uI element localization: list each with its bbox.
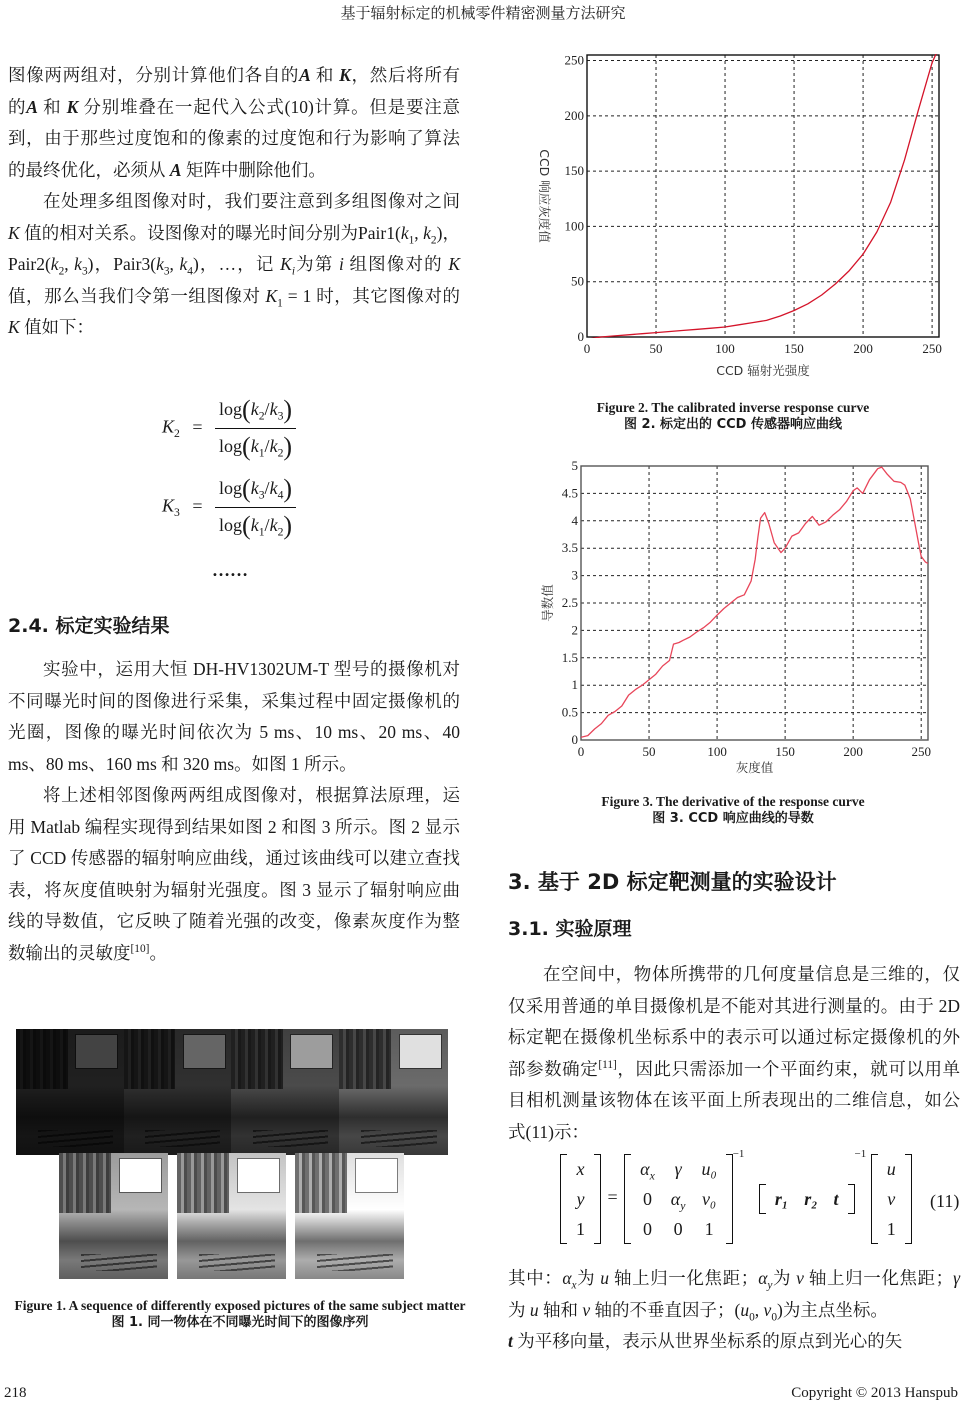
section-heading-3-1: 3.1. 实验原理	[508, 918, 632, 940]
vent	[199, 1254, 275, 1272]
y-tick-label: 0	[571, 732, 578, 747]
x-tick-label: 0	[577, 744, 585, 759]
page-number: 218	[4, 1385, 27, 1401]
exposure-photo	[339, 1029, 448, 1155]
y-tick-label: 50	[571, 273, 584, 289]
paragraph: 在空间中，物体所携带的几何度量信息是三维的，仅仅采用普通的单目摄像机是不能对其进行测量的。由于 2D 标定靶在摄像机坐标系中的表示可以通过标定摄像机的外部参数确定[11]，因此只需添加一个平面约束，就可以用单目相机测量该物体在该平面上所表现出的二维信息，如公式(11)示：	[508, 964, 961, 1142]
y-tick-label: 250	[564, 52, 584, 68]
y-tick-label: 4	[571, 512, 578, 528]
vent	[361, 1130, 437, 1148]
exposure-photo	[124, 1029, 231, 1155]
plot-frame	[587, 55, 939, 337]
copyright: Copyright © 2013 Hanspub	[791, 1385, 958, 1401]
equation-k3: $K_3$ = $\frac{\log(k_3/k_4)}{\log(k_1/k_2)}$	[162, 474, 296, 541]
paragraph: 图像两两组对，分别计算他们各自的A 和 K，然后将所有的A 和 K 分别堆叠在一起代入公式(10)计算。但是要注意到，由于那些过度饱和的像素的过度饱和行为影响了算法的最终优化，必须从 A 矩阵中删除他们。	[8, 65, 461, 180]
figure-3-caption	[500, 793, 966, 827]
right-column-text	[508, 959, 960, 1148]
figure-3-chart	[500, 450, 966, 785]
fraction: $\frac{\log(k_2/k_3)}{\log(k_1/k_2)}$	[215, 395, 296, 462]
x-tick-label: 250	[911, 744, 931, 759]
caption-en: Figure 3. The derivative of the response curve	[601, 794, 865, 809]
x-tick-label: 150	[784, 341, 804, 356]
x-tick-label: 0	[583, 341, 591, 356]
paragraph: 将上述相邻图像两两组成图像对，根据算法原理，运用 Matlab 编程实现得到结果如图 2 和图 3 所示。图 2 显示了 CCD 传感器的辐射响应曲线，通过该曲线可以建立查找表，将灰度值映射为辐射光强度。图 3 显示了辐射响应曲线的导数值，它反映了随着光强的改变，像素灰度作为整数输出的灵敏度[10]。	[8, 785, 460, 963]
bookshelf	[295, 1153, 347, 1213]
x-tick-label: 50	[642, 744, 656, 759]
series-line-derivative	[581, 467, 928, 737]
right-column-text-lower	[508, 1263, 960, 1358]
exposure-photo	[231, 1029, 339, 1155]
equation-number: (11)	[930, 1191, 960, 1211]
y-tick-label: 4.5	[561, 485, 578, 501]
paragraph: 其中：$\alpha_x$为 u 轴上归一化焦距；$\alpha_y$为 v 轴上归一化焦距；γ 为 u 轴和 v 轴的不垂直因子；($u_0$, $v_0$)为主点坐标。 t 为平移向量，表示从世界坐标系的原点到光心的矢	[508, 1268, 961, 1351]
section-heading-3: 3. 基于 2D 标定靶测量的实验设计	[508, 870, 837, 894]
vent	[81, 1254, 157, 1272]
caption-en: Figure 2. The calibrated inverse response curve	[596, 400, 870, 415]
fraction: $\frac{\log(k_3/k_4)}{\log(k_1/k_2)}$	[215, 474, 296, 541]
figure-2-chart	[500, 50, 966, 390]
y-tick-label: 2	[571, 622, 578, 638]
y-tick-label: 3.5	[561, 540, 578, 556]
y-tick-label: 0.5	[561, 704, 578, 720]
paragraph: 在处理多组图像对时，我们要注意到多组图像对之间 K 值的相对关系。设图像对的曝光时间分别为$Pair1(k_1$, $k_2$)，$Pair2(k_2$, $k_3$)，$Pair3(k_3$, $k_4$)，…，记 $K_i$为第 i 组图像对的 K 值，那么当我们令第一组图像对 $K_1 = 1$ 时，其它图像对的 K 值如下：	[8, 191, 461, 337]
y-tick-label: 1.5	[561, 649, 578, 665]
x-tick-label: 250	[922, 341, 942, 356]
bookshelf	[231, 1029, 283, 1089]
caption-en: Figure 1. A sequence of differently exposed pictures of the same subject matter	[14, 1298, 466, 1313]
exposure-photo	[16, 1029, 124, 1155]
exposure-photo	[177, 1153, 286, 1279]
y-axis-label: 导数值	[540, 584, 555, 622]
x-tick-label: 150	[775, 744, 795, 759]
bookshelf	[59, 1153, 111, 1213]
exposure-photo	[59, 1153, 168, 1279]
caption-zh: 图 1. 同一物体在不同曝光时间下的图像序列	[111, 1315, 369, 1330]
vent	[317, 1254, 393, 1272]
vent	[38, 1130, 114, 1148]
y-tick-label: 100	[564, 218, 584, 234]
window	[355, 1158, 398, 1193]
x-axis-label: CCD 辐射光强度	[716, 363, 810, 378]
x-tick-label: 200	[853, 341, 873, 356]
extrinsic-matrix: r₁ r₂ t	[759, 1184, 855, 1214]
x-tick-label: 50	[649, 341, 663, 356]
window	[75, 1034, 118, 1069]
y-axis-label: CCD 响应灰度值	[537, 149, 552, 243]
equation-k2: $K_2$ = $\frac{\log(k_2/k_3)}{\log(k_1/k_2)}$	[162, 395, 296, 462]
vector-xy1: x y 1	[560, 1154, 601, 1244]
y-tick-label: 3	[571, 567, 578, 583]
y-tick-label: 0	[577, 329, 584, 344]
y-tick-label: 5	[571, 458, 578, 473]
window	[290, 1034, 333, 1069]
intrinsic-matrix: $\alpha_x$ γ u₀ 0 $\alpha_y$ v₀ 0 0 1	[624, 1154, 733, 1244]
bookshelf	[16, 1029, 68, 1089]
window	[399, 1034, 442, 1069]
x-tick-label: 100	[707, 744, 727, 759]
running-header: 基于辐射标定的机械零件精密测量方法研究	[340, 6, 626, 22]
figure-2-caption	[500, 399, 966, 433]
y-tick-label: 200	[564, 107, 584, 123]
bookshelf	[177, 1153, 229, 1213]
window	[237, 1158, 280, 1193]
left-column-lower	[8, 654, 460, 969]
y-tick-label: 2.5	[561, 595, 578, 610]
window	[183, 1034, 226, 1069]
left-column	[8, 60, 460, 344]
vector-uv1: u v 1	[871, 1154, 912, 1244]
bookshelf	[339, 1029, 391, 1089]
x-tick-label: 200	[843, 744, 863, 759]
caption-zh: 图 3. CCD 响应曲线的导数	[652, 811, 814, 826]
vent	[145, 1130, 220, 1148]
bookshelf	[124, 1029, 175, 1089]
vent	[253, 1130, 329, 1148]
paragraph: 实验中，运用大恒 DH-HV1302UM-T 型号的摄像机对不同曝光时间的图像进行采集，采集过程中固定摄像机的光圈，图像的曝光时间依次为 5 ms、10 ms、20 ms、40 ms、80 ms、160 ms 和 320 ms。如图 1 所示。	[8, 659, 460, 774]
window	[119, 1158, 162, 1193]
equation-11: x y 1 = $\alpha_x$ γ u₀ 0 $\alpha_y$ v₀ 0 0 1 −1 r₁ r₂ t −1 u v 1	[560, 1154, 912, 1244]
caption-zh: 图 2. 标定出的 CCD 传感器响应曲线	[624, 417, 842, 432]
exposure-photo	[295, 1153, 404, 1279]
series-line-response	[587, 50, 939, 339]
y-tick-label: 150	[564, 163, 584, 179]
x-tick-label: 100	[715, 341, 735, 356]
section-heading-2-4: 2.4. 标定实验结果	[8, 615, 170, 637]
y-tick-label: 1	[571, 677, 578, 693]
ellipsis: ……	[212, 560, 248, 580]
figure-1-caption	[10, 1297, 470, 1331]
x-axis-label: 灰度值	[735, 760, 774, 775]
